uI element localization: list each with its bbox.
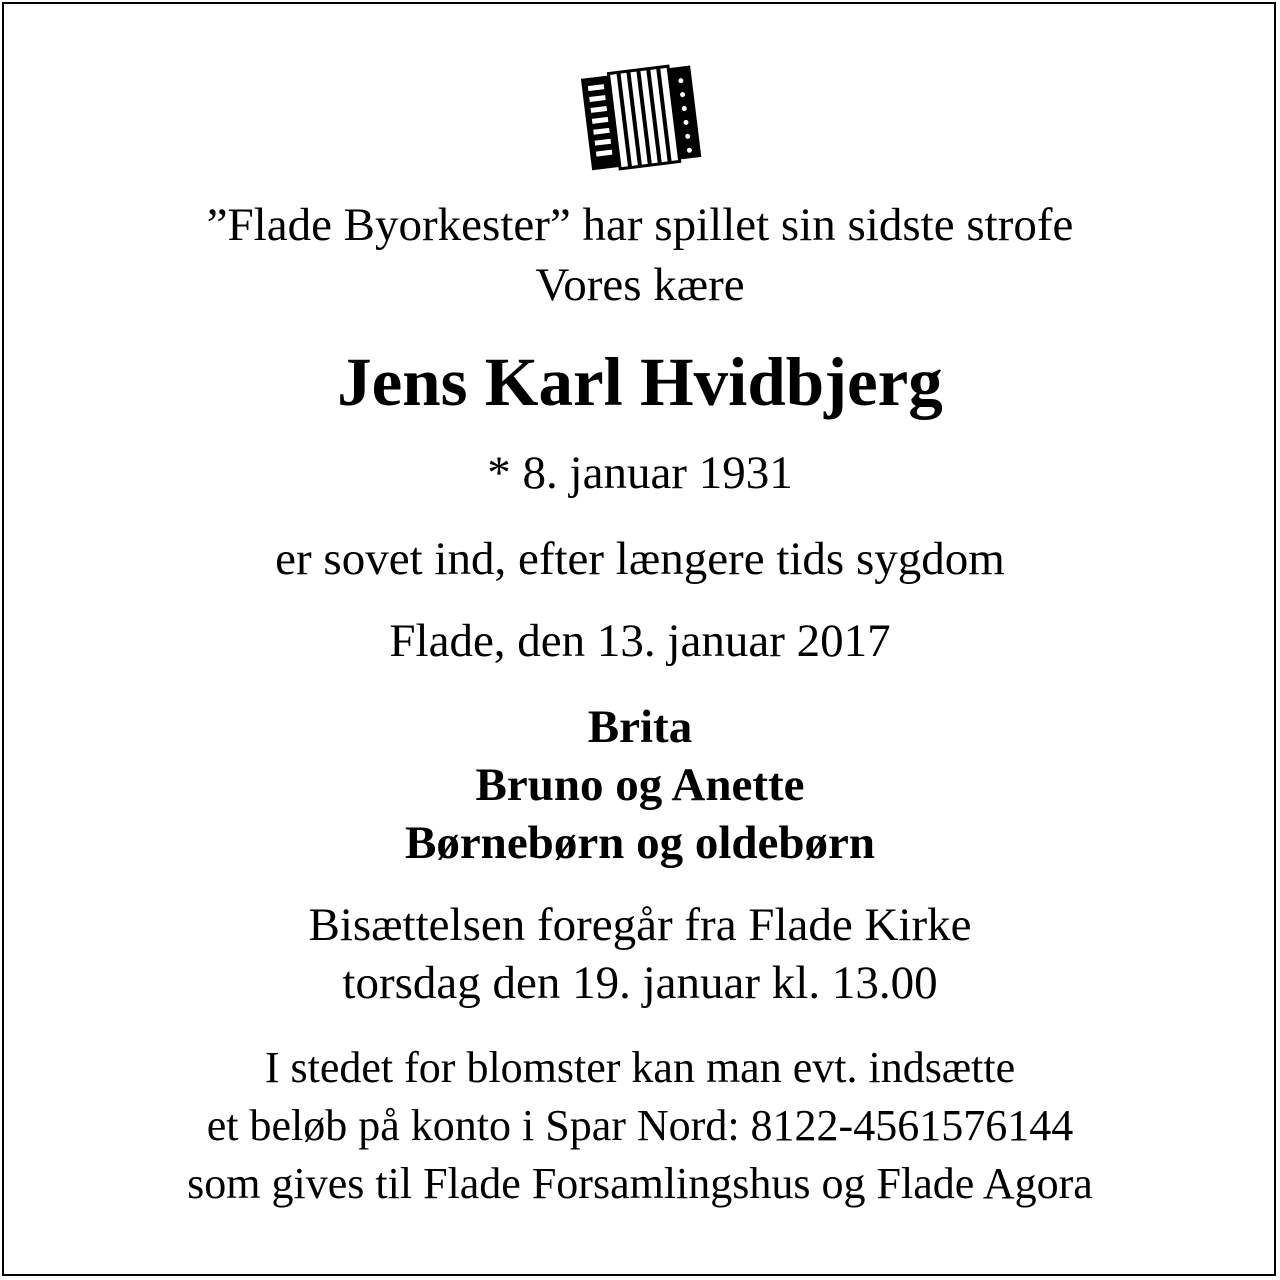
mourner-name: Bruno og Anette xyxy=(475,759,805,811)
deceased-name: Jens Karl Hvidbjerg xyxy=(337,344,943,420)
mourner-name: Brita xyxy=(587,701,693,753)
intro-line: ”Flade Byorkester” har spillet sin sidste strofe xyxy=(206,199,1074,251)
birth-date: * 8. januar 1931 xyxy=(487,447,793,499)
donation-info: som gives til Flade Forsamlingshus og Flade Agora xyxy=(187,1159,1093,1208)
donation-info: I stedet for blomster kan man evt. indsætte xyxy=(264,1043,1016,1092)
accordion-icon xyxy=(570,62,710,172)
place-and-date: Flade, den 13. januar 2017 xyxy=(389,615,891,667)
funeral-info: torsdag den 19. januar kl. 13.00 xyxy=(342,957,938,1009)
donation-info: et beløb på konto i Spar Nord: 8122-4561576144 xyxy=(206,1101,1074,1150)
funeral-info: Bisættelsen foregår fra Flade Kirke xyxy=(308,899,972,951)
mourner-name: Børnebørn og oldebørn xyxy=(404,817,876,869)
intro-line: Vores kære xyxy=(535,259,745,311)
passing-statement: er sovet ind, efter længere tids sygdom xyxy=(275,533,1005,585)
